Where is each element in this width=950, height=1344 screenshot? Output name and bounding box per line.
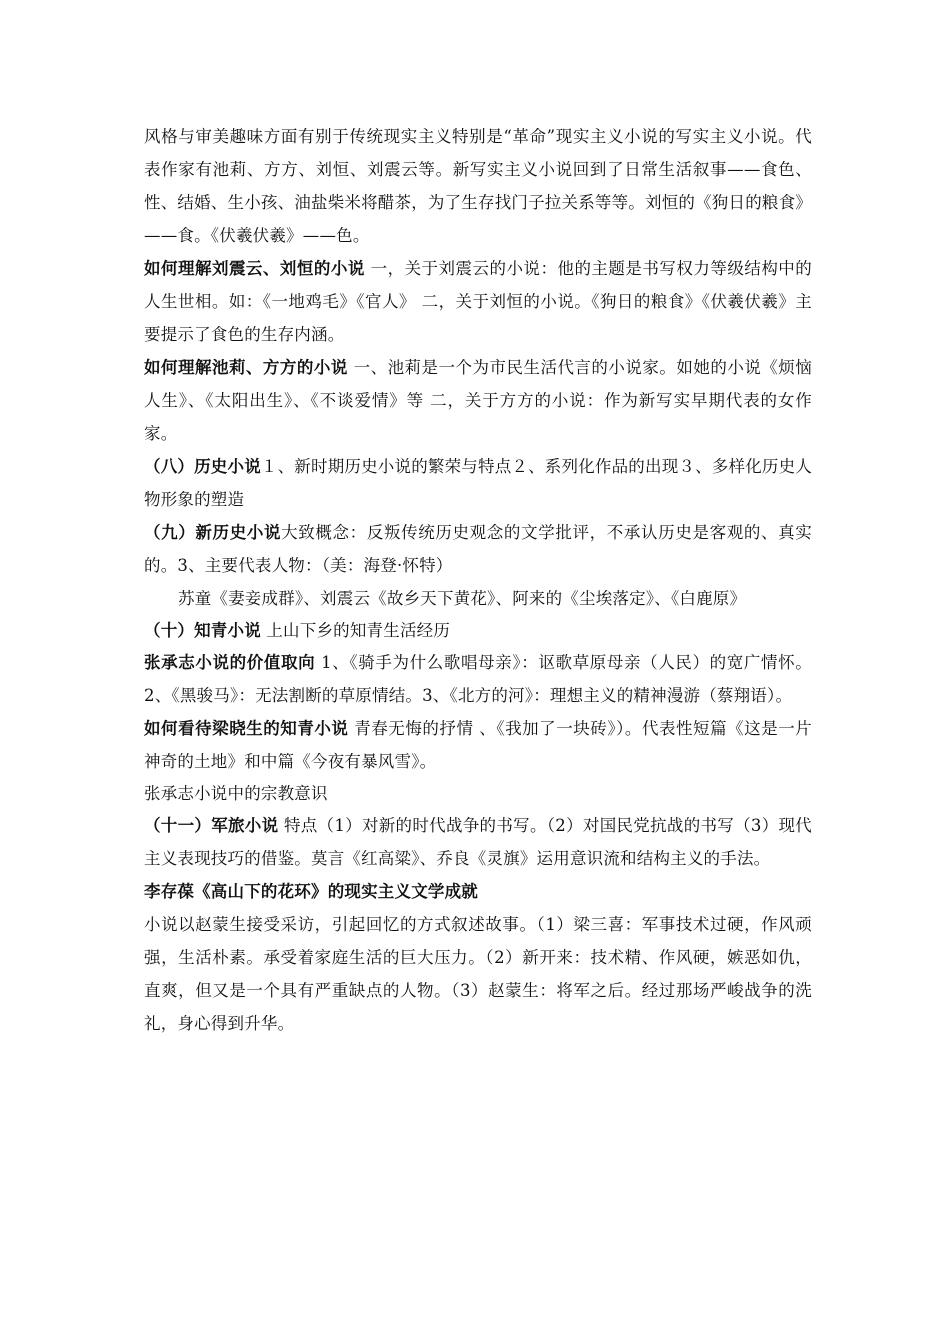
paragraph-heading: （八）历史小说 — [144, 457, 261, 476]
paragraph-text: 张承志小说中的宗教意识 — [144, 784, 328, 803]
paragraph-liu-zhenyun-liu-heng — [144, 252, 812, 351]
paragraph-new-historical-novel — [144, 516, 812, 582]
paragraph-heading: 如何理解池莉、方方的小说 — [144, 358, 348, 377]
paragraph-heading: （九）新历史小说 — [144, 523, 282, 542]
paragraph-text: 小说以赵蒙生接受采访，引起回忆的方式叙述故事。（1）梁三喜：军事技术过硬，作风顽强，生活朴素。承受着家庭生活的巨大压力。（2）新开来：技术精、作风硬，嫉恶如仇，直爽，但又是一个具有严重缺点的人物。（3）赵蒙生：将军之后。经过那场严峻战争的洗礼，身心得到升华。 — [144, 915, 812, 1033]
paragraph-wreath-summary — [144, 908, 812, 1040]
paragraph-historical-novel — [144, 450, 812, 516]
paragraph-educated-youth-novel — [144, 615, 812, 646]
paragraph-text: 大致概念：反叛传统历史观念的文学批评，不承认历史是客观的、真实的。3、主要代表人物：（美：海登·怀特） — [144, 523, 812, 575]
paragraph-military-novel — [144, 809, 812, 875]
paragraph-religious-consciousness — [144, 778, 812, 809]
paragraph-heading: 李存葆《高山下的花环》的现实主义文学成就 — [144, 882, 478, 901]
paragraph-text: 风格与审美趣味方面有别于传统现实主义特别是“革命”现实主义小说的写实主义小说。代表作家有池莉、方方、刘恒、刘震云等。新写实主义小说回到了日常生活叙事——食色、性、结婚、生小孩、油盐柴米将醋茶，为了生存找门子拉关系等等。刘恒的《狗日的粮食》——食。《伏羲伏羲》——色。 — [144, 127, 812, 245]
paragraph-text: 一、池莉是一个为市民生活代言的小说家。如她的小说《烦恼人生》、《太阳出生》、《不谈爱情》等 二，关于方方的小说：作为新写实早期代表的女作家。 — [144, 358, 812, 443]
paragraph-heading: （十）知青小说 — [144, 621, 261, 640]
paragraph-text: １、新时期历史小说的繁荣与特点２、系列化作品的出现３、多样化历史人物形象的塑造 — [144, 457, 813, 509]
paragraph-text: 上山下乡的知青生活经历 — [260, 621, 451, 640]
paragraph-new-realism-intro — [144, 120, 812, 252]
paragraph-heading: （十一）军旅小说 — [144, 816, 279, 835]
paragraph-text: 特点（1）对新的时代战争的书写。（2）对国民党抗战的书写（3）现代主义表现技巧的借鉴。莫言《红高粱》、乔良《灵旗》运用意识流和结构主义的手法。 — [144, 816, 812, 868]
paragraph-heading: 如何看待梁晓生的知青小说 — [144, 719, 349, 738]
document-body — [144, 120, 812, 1040]
paragraph-text: 青春无悔的抒情 、《我加了一块砖》）。代表性短篇《这是一片神奇的土地》和中篇《今夜有暴风雪》。 — [144, 719, 812, 771]
paragraph-text: 1、《骑手为什么歌唱母亲》：讴歌草原母亲（人民）的宽广情怀。2、《黑骏马》：无法割断的草原情结。3、《北方的河》：理想主义的精神漫游（蔡翔语）。 — [144, 653, 812, 705]
paragraph-representative-works — [144, 582, 812, 615]
paragraph-chi-li-fang-fang — [144, 351, 812, 450]
paragraph-heading: 张承志小说的价值取向 — [144, 653, 316, 672]
paragraph-liang-xiaosheng — [144, 712, 812, 778]
paragraph-li-cunbao-heading — [144, 875, 812, 908]
paragraph-zhang-chengzhi-values — [144, 646, 812, 712]
paragraph-heading: 如何理解刘震云、刘恒的小说 — [144, 259, 365, 278]
paragraph-text: 苏童《妻妾成群》、刘震云《故乡天下黄花》、阿来的《尘埃落定》、《白鹿原》 — [178, 589, 747, 608]
paragraph-text: 一，关于刘震云的小说：他的主题是书写权力等级结构中的人生世相。如：《一地鸡毛》《官人》 二，关于刘恒的小说。《狗日的粮食》《伏羲伏羲》主要提示了食色的生存内涵。 — [144, 259, 812, 344]
